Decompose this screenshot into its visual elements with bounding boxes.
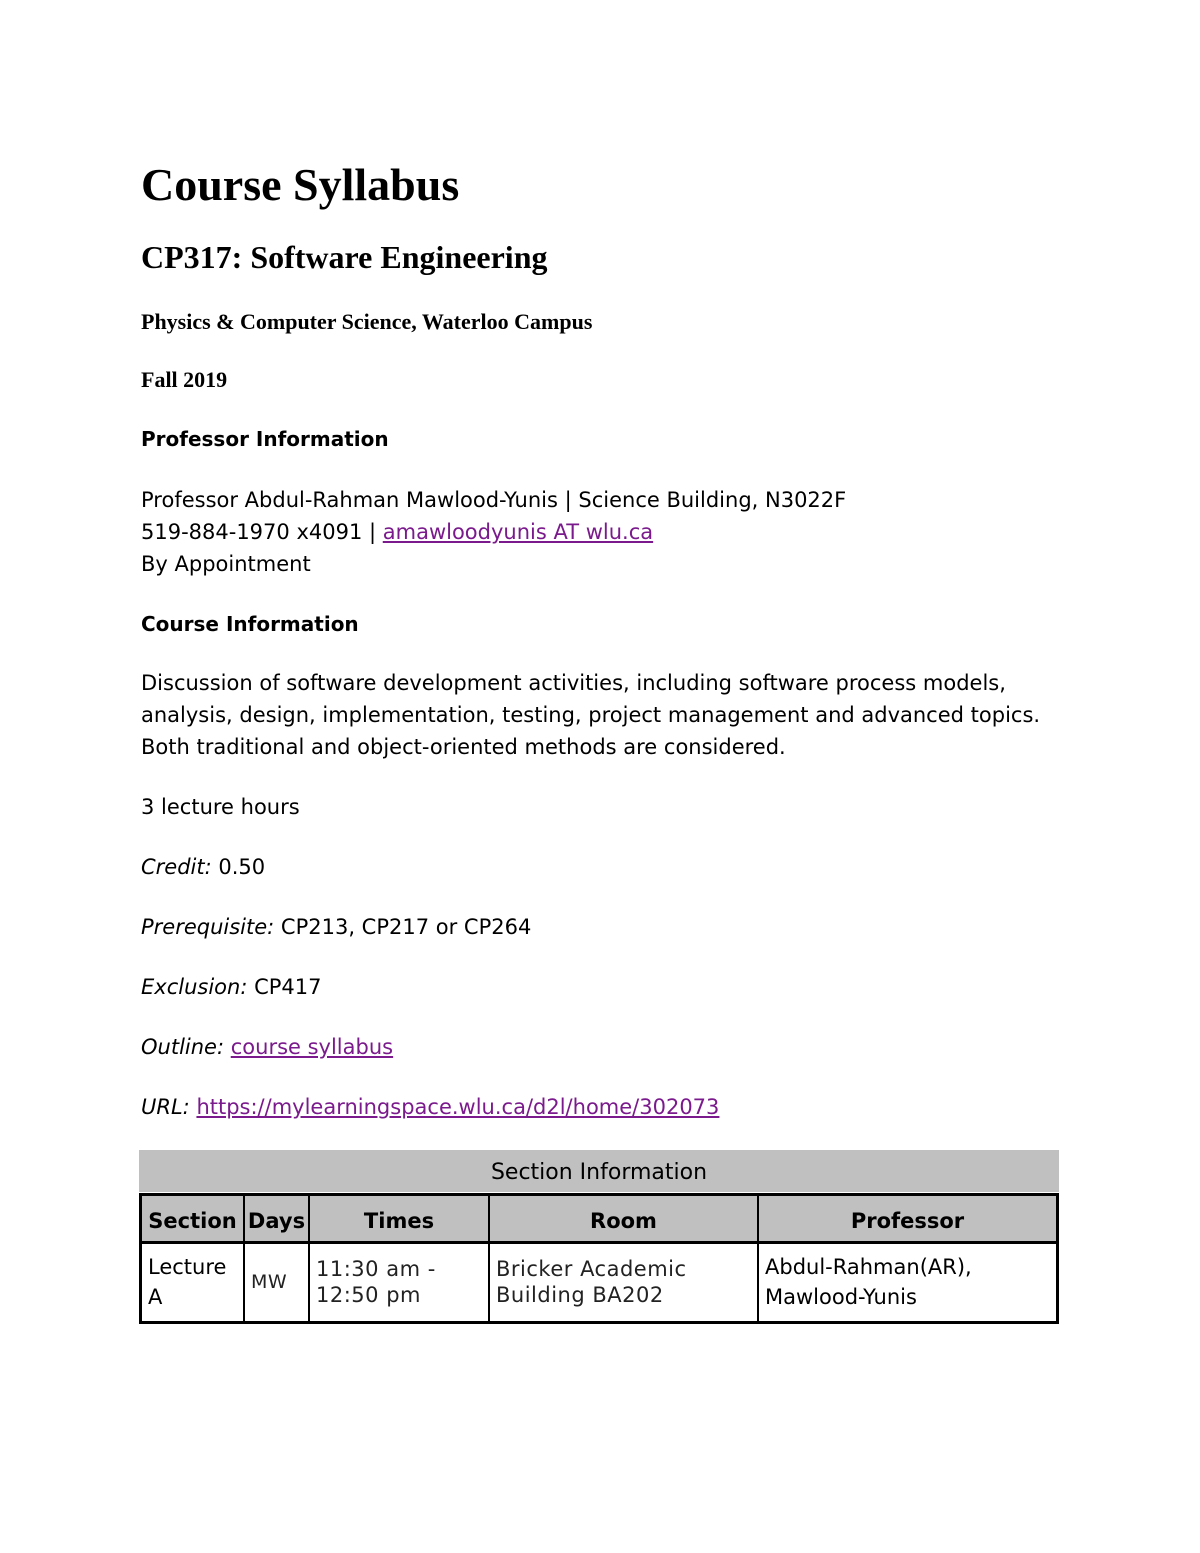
professor-line-2: Mawlood-Yunis bbox=[765, 1285, 917, 1309]
days-value: MW bbox=[251, 1271, 288, 1293]
credit-label: Credit: bbox=[141, 855, 212, 879]
document-title: Course Syllabus bbox=[141, 159, 460, 210]
outline-line bbox=[141, 1031, 393, 1063]
course-info-heading: Course Information bbox=[141, 612, 359, 636]
cell-room bbox=[488, 1242, 759, 1324]
prerequisite-line bbox=[141, 911, 531, 943]
table-row bbox=[139, 1242, 1059, 1324]
header-days: Days bbox=[243, 1193, 310, 1243]
url-link[interactable]: https://mylearningspace.wlu.ca/d2l/home/302073 bbox=[196, 1095, 720, 1119]
email-link[interactable]: amawloodyunis AT wlu.ca bbox=[382, 520, 654, 544]
url-line bbox=[141, 1091, 719, 1123]
exclusion-label: Exclusion: bbox=[141, 975, 248, 999]
credit-value: 0.50 bbox=[211, 855, 266, 879]
cell-professor bbox=[757, 1242, 1059, 1324]
description-line-1: Discussion of software development activities, including software process models, bbox=[141, 671, 1006, 695]
description-line-3: Both traditional and object-oriented methods are considered. bbox=[141, 735, 786, 759]
cell-days bbox=[243, 1242, 310, 1324]
section-line-2: A bbox=[148, 1285, 163, 1309]
cell-times bbox=[308, 1242, 490, 1324]
course-title: CP317: Software Engineering bbox=[141, 239, 548, 275]
table-caption: Section Information bbox=[139, 1150, 1059, 1192]
times-line-2: 12:50 pm bbox=[316, 1283, 421, 1307]
prerequisite-label: Prerequisite: bbox=[141, 915, 275, 939]
cell-section bbox=[139, 1242, 245, 1324]
header-section: Section bbox=[139, 1193, 245, 1243]
description-line-2: analysis, design, implementation, testing, project management and advanced topics. bbox=[141, 703, 1041, 727]
professor-line: Professor Abdul-Rahman Mawlood-Yunis | Science Building, N3022F bbox=[141, 488, 847, 512]
credit-line bbox=[141, 851, 265, 883]
url-label: URL: bbox=[141, 1095, 190, 1119]
outline-link[interactable]: course syllabus bbox=[230, 1035, 394, 1059]
office-hours: By Appointment bbox=[141, 552, 311, 576]
header-times: Times bbox=[308, 1193, 490, 1243]
outline-label: Outline: bbox=[141, 1035, 225, 1059]
times-line-1: 11:30 am - bbox=[316, 1257, 436, 1281]
section-line-1: Lecture bbox=[148, 1255, 227, 1279]
header-room: Room bbox=[488, 1193, 759, 1243]
department: Physics & Computer Science, Waterloo Campus bbox=[141, 309, 593, 334]
room-line-2: Building BA202 bbox=[496, 1283, 664, 1307]
header-professor: Professor bbox=[757, 1193, 1059, 1243]
prerequisite-value: CP213, CP217 or CP264 bbox=[274, 915, 532, 939]
professor-line-1: Abdul-Rahman(AR), bbox=[765, 1255, 972, 1279]
contact-line bbox=[141, 516, 653, 548]
professor-info-heading: Professor Information bbox=[141, 427, 389, 451]
term: Fall 2019 bbox=[141, 367, 228, 392]
exclusion-line bbox=[141, 971, 322, 1003]
table-header-row bbox=[139, 1193, 1059, 1243]
exclusion-value: CP417 bbox=[247, 975, 322, 999]
lecture-hours: 3 lecture hours bbox=[141, 795, 300, 819]
phone: 519-884-1970 x4091 | bbox=[141, 520, 383, 544]
room-line-1: Bricker Academic bbox=[496, 1257, 687, 1281]
